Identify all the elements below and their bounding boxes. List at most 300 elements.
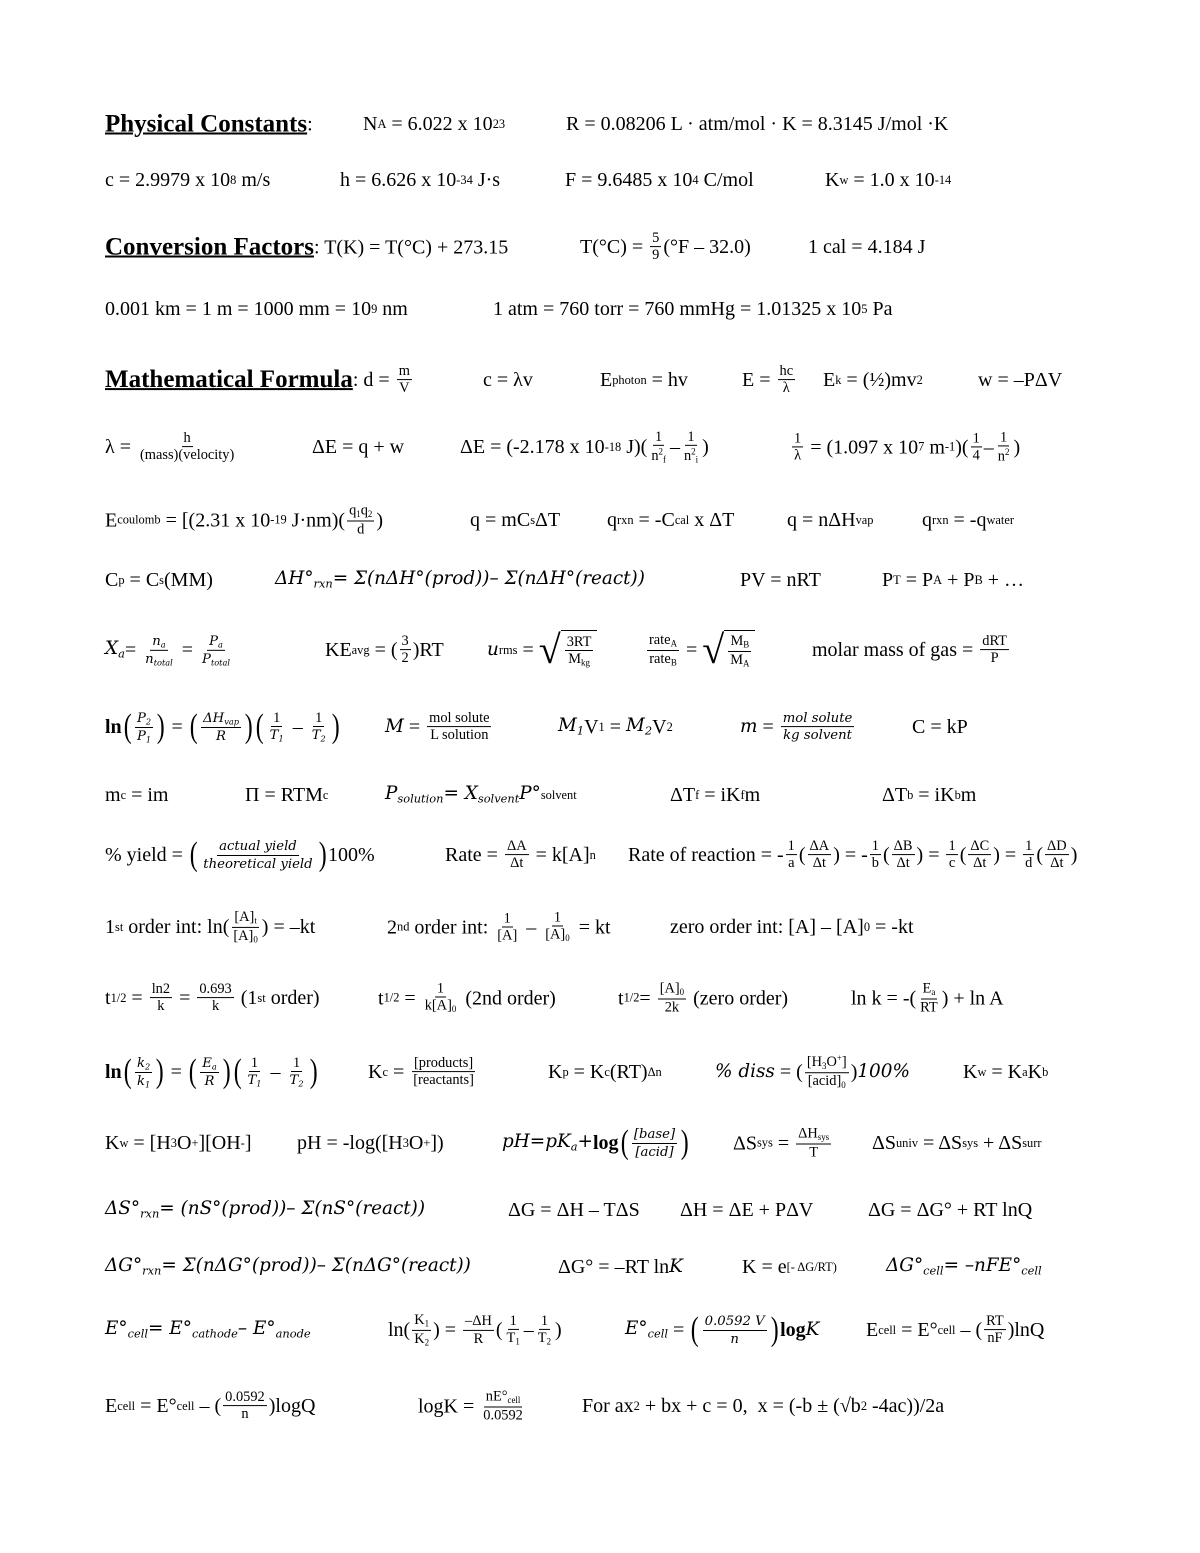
- fraction: [778, 364, 796, 396]
- formula-text: ): [1070, 844, 1078, 866]
- fraction: [135, 1056, 152, 1088]
- formula-text: ΔE = (-2.178 x 10: [460, 436, 605, 458]
- bold-text: [780, 1320, 806, 1340]
- formula-text: L solution: [430, 727, 489, 744]
- fraction: [984, 1314, 1006, 1346]
- formula-text: sys: [962, 1135, 979, 1150]
- fraction: [792, 431, 803, 463]
- fraction: [649, 430, 668, 464]
- fraction-numerator: [484, 1390, 523, 1408]
- fraction-numerator: [207, 634, 225, 651]
- fraction-numerator: [968, 839, 991, 855]
- fraction-denominator: [505, 1330, 522, 1347]
- formula-text: b: [1042, 1064, 1049, 1079]
- formula-text: 1: [105, 916, 115, 938]
- formula-group: [312, 727, 326, 743]
- fraction-denominator: [971, 448, 982, 463]
- formula-group: [425, 998, 457, 1014]
- formula-text: ): [680, 1124, 689, 1161]
- superscript: [257, 992, 265, 1004]
- fraction: [347, 504, 374, 537]
- fraction-numerator: [508, 1314, 519, 1330]
- fraction-denominator: [807, 1144, 820, 1159]
- formula-text: -1: [944, 439, 956, 454]
- formula-text: K: [548, 1061, 563, 1083]
- formula-text: solution: [397, 791, 444, 806]
- formula-text: 3: [401, 633, 409, 650]
- formula-group: [247, 1073, 261, 1088]
- square-root: [702, 627, 755, 672]
- formula-text: 0.0592 V: [704, 1314, 765, 1330]
- formula-text: 2: [546, 1336, 552, 1347]
- formula-text: N: [363, 113, 378, 135]
- formula-text: : d =: [352, 369, 395, 391]
- fraction: [400, 634, 411, 666]
- formula-text: solvent: [477, 791, 520, 806]
- fraction: [200, 1056, 219, 1088]
- fraction: [135, 711, 153, 743]
- fraction: [647, 633, 679, 667]
- formula-group: [152, 634, 165, 649]
- formula-text: –: [287, 716, 308, 738]
- fraction-denominator: [268, 727, 286, 743]
- formula-group: [783, 710, 853, 726]
- formula-group: [634, 1126, 675, 1142]
- formula-text: 2: [644, 723, 653, 738]
- formula-text: A: [933, 572, 943, 587]
- formula-text: rxn: [142, 1263, 162, 1278]
- formula-text: ln2: [151, 981, 171, 998]
- formula-text: cell: [176, 1398, 195, 1413]
- formula-text: ][OH: [198, 1132, 241, 1154]
- formula-text: ΔA: [506, 838, 527, 855]
- subscript: [499, 644, 518, 656]
- formula-text: a: [788, 855, 795, 872]
- formula-text: k: [137, 1055, 146, 1071]
- fraction-denominator: [203, 1073, 217, 1088]
- formula-text: =: [604, 716, 627, 738]
- formula-text: cell: [647, 1326, 669, 1341]
- subscript: [142, 1264, 161, 1278]
- italic-math: [105, 1320, 311, 1340]
- formula-group: [625, 1318, 668, 1339]
- formula-text: 1: [145, 1078, 151, 1089]
- formula-text: a: [218, 639, 223, 650]
- formula-text: For ax: [582, 1395, 634, 1417]
- radical-sign-icon: √: [702, 627, 725, 672]
- formula-text: +: [423, 1135, 431, 1150]
- superscript: [590, 849, 596, 861]
- subscript: [1021, 1264, 1041, 1278]
- fraction-numerator: [412, 1313, 431, 1331]
- subscript: [624, 992, 640, 1004]
- formula-text: 2: [916, 372, 923, 387]
- formula-text: J·s: [472, 169, 501, 191]
- formula-text: P: [202, 651, 211, 667]
- formula-group: [502, 1131, 593, 1152]
- italic-math: [805, 1318, 820, 1340]
- formula-text: ΔG = ΔH – TΔS: [508, 1199, 640, 1221]
- formula-text: J·nm)(: [286, 509, 346, 531]
- fraction-denominator: [728, 1331, 741, 1346]
- formula-text: =: [126, 987, 148, 1009]
- formula-group: [563, 635, 596, 668]
- formula-text: –: [523, 1319, 534, 1341]
- fraction-denominator: [495, 928, 519, 943]
- fraction-denominator: [288, 1072, 306, 1088]
- fraction: [1023, 839, 1034, 871]
- formula-text: ) =: [433, 1319, 462, 1341]
- formula-group: [649, 632, 677, 648]
- formula: [618, 982, 788, 1015]
- fraction: [918, 982, 940, 1015]
- fraction: [543, 911, 571, 944]
- formula-group: [568, 651, 590, 667]
- formula: [742, 364, 797, 396]
- formula-text: w = –PΔV: [978, 369, 1063, 391]
- formula-text: 1: [1000, 429, 1008, 446]
- subscript: [146, 734, 151, 744]
- formula-text: RT: [986, 1313, 1004, 1330]
- radical-sign-icon: √: [538, 627, 561, 672]
- bold-text: [105, 717, 122, 737]
- formula-text: c: [322, 787, 329, 802]
- formula: [105, 170, 270, 190]
- formula-text: 1: [292, 1054, 301, 1071]
- formula-text: i: [695, 454, 699, 465]
- formula-text: 0: [451, 1004, 457, 1015]
- formula-text: 2: [401, 650, 409, 667]
- formula-text: 2k: [664, 999, 680, 1016]
- formula-text: M: [730, 633, 744, 650]
- formula-text: 8: [230, 172, 237, 187]
- formula-text: solvent: [540, 787, 577, 802]
- subscript: [254, 916, 256, 926]
- formula-text: 1: [655, 428, 663, 445]
- subscript: [974, 574, 982, 586]
- formula-text: ): [309, 1053, 318, 1090]
- fraction: [796, 1127, 831, 1160]
- formula: [670, 917, 914, 937]
- fraction-numerator: [998, 430, 1009, 446]
- formula-text: =: [681, 639, 703, 661]
- formula-text: 2: [387, 916, 397, 938]
- fraction-denominator: [985, 1331, 1004, 1346]
- formula: [105, 1257, 471, 1277]
- formula-text: = hv: [646, 369, 688, 391]
- big-parenthesis: [222, 1055, 230, 1089]
- formula-text: 3: [402, 1135, 409, 1150]
- fraction-denominator: [310, 727, 328, 743]
- formula-text: = 6.022 x 10: [386, 113, 493, 135]
- fraction-numerator: [463, 1314, 494, 1330]
- formula-text: 1/2: [623, 990, 640, 1005]
- subscript: [1022, 1137, 1041, 1149]
- formula: [502, 1126, 690, 1160]
- big-parenthesis: [234, 1055, 242, 1089]
- fraction: [870, 839, 881, 871]
- formula-text: K: [963, 1061, 978, 1083]
- formula-text: a: [211, 1061, 217, 1072]
- formula-text: 5: [861, 301, 868, 316]
- formula-text: M: [626, 715, 645, 737]
- fraction-denominator: [649, 446, 668, 464]
- fraction-denominator: [400, 651, 411, 666]
- italic-math: [715, 1060, 775, 1082]
- subscript: [298, 1079, 303, 1089]
- italic-math: [105, 640, 125, 660]
- formula-text: Δt: [973, 855, 987, 872]
- subscript: [743, 659, 749, 669]
- fraction: [892, 839, 915, 871]
- formula-text: –: [983, 436, 994, 458]
- formula-text: rms: [498, 642, 518, 657]
- formula-text: ΔC: [970, 838, 990, 855]
- formula-text: -18: [604, 439, 622, 454]
- italic-math: [145, 652, 173, 667]
- formula: [368, 1056, 478, 1088]
- fraction-denominator: [811, 856, 828, 871]
- subscript: [671, 657, 677, 667]
- formula-text: 1: [356, 509, 361, 520]
- formula-text: = (nS°(prod))– Σ(nS°(react)): [159, 1198, 426, 1220]
- formula-group: [137, 1073, 150, 1089]
- fraction-denominator: [135, 1073, 152, 1089]
- big-parenthesis: [189, 710, 197, 744]
- fraction: [138, 431, 236, 463]
- italic-math: [487, 638, 499, 660]
- formula-text: a: [118, 646, 125, 661]
- formula-text: kg solvent: [783, 728, 852, 744]
- formula-text: ΔB: [893, 838, 913, 855]
- italic-math: [385, 785, 541, 805]
- formula-text: sys: [817, 1132, 830, 1143]
- fraction: [565, 635, 594, 668]
- formula-text: 1: [436, 980, 445, 997]
- formula: [105, 982, 320, 1014]
- formula: [105, 570, 213, 590]
- formula-text: a: [1022, 1064, 1028, 1079]
- formula-text: [A]: [497, 927, 518, 944]
- formula-text: M: [558, 715, 577, 737]
- formula: [742, 1257, 837, 1277]
- formula-text: 1: [315, 709, 323, 726]
- fraction-numerator: [135, 1056, 152, 1073]
- italic-math: [202, 1056, 217, 1071]
- formula-text: ΔS: [872, 1132, 896, 1154]
- fraction-denominator: [971, 856, 988, 871]
- formula-text: –: [265, 1061, 286, 1083]
- fraction: [980, 634, 1009, 666]
- italic-math: [385, 715, 404, 737]
- formula-text: p: [562, 1064, 569, 1079]
- formula-text: 9: [652, 247, 660, 264]
- fraction-numerator: [921, 982, 938, 1000]
- fraction-denominator: [870, 856, 881, 871]
- formula-text: R: [473, 1330, 484, 1347]
- subscript: [932, 514, 949, 526]
- italic-math: [247, 1073, 261, 1088]
- italic-math: [625, 1320, 668, 1340]
- formula-text: [products]: [414, 1055, 474, 1072]
- italic-math: [502, 1133, 593, 1153]
- formula-text: Conversion Factors: [105, 233, 314, 261]
- superscript: [423, 1137, 430, 1149]
- formula-text: = [H: [128, 1132, 171, 1154]
- subscript: [314, 577, 333, 591]
- formula: [460, 430, 709, 464]
- formula: [866, 1314, 1044, 1346]
- subscript: [878, 1324, 896, 1336]
- formula: [105, 1133, 251, 1153]
- fraction: [223, 1390, 267, 1422]
- formula-text: V: [399, 380, 410, 397]
- fraction-numerator: [291, 1056, 302, 1072]
- formula-text: B: [743, 640, 750, 651]
- formula: [978, 370, 1062, 390]
- formula-text: Δt: [812, 855, 826, 872]
- formula-text: = C: [124, 569, 160, 591]
- subscript: [140, 1207, 159, 1221]
- formula-text: 1: [576, 723, 585, 738]
- formula-text: ) = –kt: [261, 916, 316, 938]
- superscript: [945, 441, 955, 453]
- formula-text: = X: [443, 783, 478, 805]
- fraction-denominator: [210, 999, 221, 1014]
- formula: [275, 570, 645, 590]
- formula-text: q: [349, 502, 357, 519]
- formula-text: [A]: [659, 980, 680, 997]
- formula-text: (2nd order): [460, 987, 556, 1009]
- formula: [387, 911, 611, 944]
- formula-text: [acid]: [635, 1144, 674, 1160]
- formula-text: (: [233, 1053, 242, 1090]
- formula-text: 2: [320, 733, 326, 744]
- formula-text: = K: [568, 1061, 605, 1083]
- formula-text: n: [997, 448, 1005, 465]
- formula-text: n: [241, 1406, 249, 1423]
- formula-text: ln: [105, 1061, 122, 1083]
- formula-group: [312, 728, 326, 743]
- formula-text: st: [257, 990, 266, 1005]
- fraction: [495, 911, 519, 943]
- formula-text: = E°: [148, 1318, 192, 1340]
- formula-text: ): [318, 836, 327, 873]
- formula-text: 0.001 km = 1 m = 1000 mm = 10: [105, 298, 372, 320]
- formula-text: +: [191, 1135, 199, 1150]
- fraction-numerator: [892, 839, 915, 855]
- subscript: [577, 724, 584, 738]
- formula-text: 1: [145, 733, 152, 744]
- subscript: [117, 514, 160, 526]
- formula-text: n: [730, 1331, 739, 1347]
- big-parenthesis: [309, 1055, 317, 1089]
- fraction: [245, 1056, 263, 1088]
- fraction-numerator: [984, 1314, 1006, 1330]
- subscript: [212, 1061, 217, 1071]
- fraction: [786, 839, 797, 871]
- fraction: [968, 839, 991, 871]
- subscript: [923, 1264, 943, 1278]
- formula-text: ): [702, 436, 709, 458]
- subscript: [117, 1400, 135, 1412]
- formula-text: coulomb: [117, 512, 161, 527]
- subscript: [818, 1132, 829, 1142]
- formula-text: total: [153, 656, 173, 667]
- formula-text: (1: [235, 987, 258, 1009]
- formula-text: K: [1027, 1061, 1043, 1083]
- formula-text: (: [691, 1311, 699, 1348]
- subscript: [648, 1327, 668, 1341]
- formula-text: ΔE = q + w: [312, 436, 405, 458]
- formula-text: p: [118, 572, 125, 587]
- formula-text: h = 6.626 x 10: [340, 169, 457, 191]
- fraction-numerator: [505, 839, 529, 855]
- fraction-denominator: [633, 1144, 675, 1159]
- formula: [740, 711, 856, 743]
- formula-text: ΔG°: [886, 1255, 924, 1277]
- fraction-numerator: [778, 364, 796, 380]
- formula-text: 0.0592: [483, 1407, 523, 1424]
- formula-text: E: [105, 509, 118, 531]
- formula-group: [202, 652, 230, 667]
- superscript: [270, 514, 287, 526]
- formula-text: 1: [515, 1336, 520, 1347]
- formula-text: E°: [625, 1318, 648, 1340]
- formula-text: ΔG = ΔG° + RT lnQ: [868, 1199, 1033, 1221]
- formula-text: K: [105, 1132, 120, 1154]
- formula-group: [137, 1055, 150, 1071]
- fraction-denominator: [214, 728, 228, 743]
- formula-group: [233, 928, 257, 944]
- formula-text: –: [669, 436, 680, 458]
- formula-text: =: [174, 987, 196, 1009]
- formula-text: mol solute: [429, 710, 490, 727]
- formula-text: k: [157, 998, 165, 1015]
- formula: [851, 982, 1004, 1015]
- subscript: [565, 934, 569, 944]
- italic-math: [886, 1257, 1042, 1277]
- formula: [388, 1313, 562, 1347]
- formula-text: (: [495, 1319, 503, 1341]
- formula-group: [137, 1056, 150, 1071]
- formula-text: % diss: [715, 1060, 775, 1082]
- fraction-numerator: [946, 839, 957, 855]
- fraction: [632, 1127, 677, 1159]
- formula-group: [145, 652, 173, 667]
- formula-text: 1: [273, 709, 281, 726]
- formula-text: 0.693: [199, 981, 232, 998]
- fraction-numerator: [223, 1390, 267, 1406]
- formula-group: [145, 651, 173, 667]
- fraction-numerator: [650, 231, 661, 247]
- fraction-denominator: [566, 651, 592, 668]
- superscript: [493, 118, 505, 130]
- formula-text: cell: [923, 1263, 944, 1278]
- fraction-numerator: [400, 634, 411, 650]
- formula-text: )RT: [412, 639, 444, 661]
- formula-text: a: [931, 987, 936, 998]
- formula-text: u: [487, 638, 499, 660]
- formula-text: K: [414, 1330, 425, 1347]
- italic-math: [857, 1060, 910, 1082]
- formula: [823, 370, 923, 390]
- formula-text: A: [670, 638, 678, 649]
- formula-text: 100%: [857, 1060, 910, 1082]
- formula-text: 1: [687, 428, 695, 445]
- formula-text: 1: [553, 909, 562, 926]
- formula-text: a: [570, 1139, 578, 1154]
